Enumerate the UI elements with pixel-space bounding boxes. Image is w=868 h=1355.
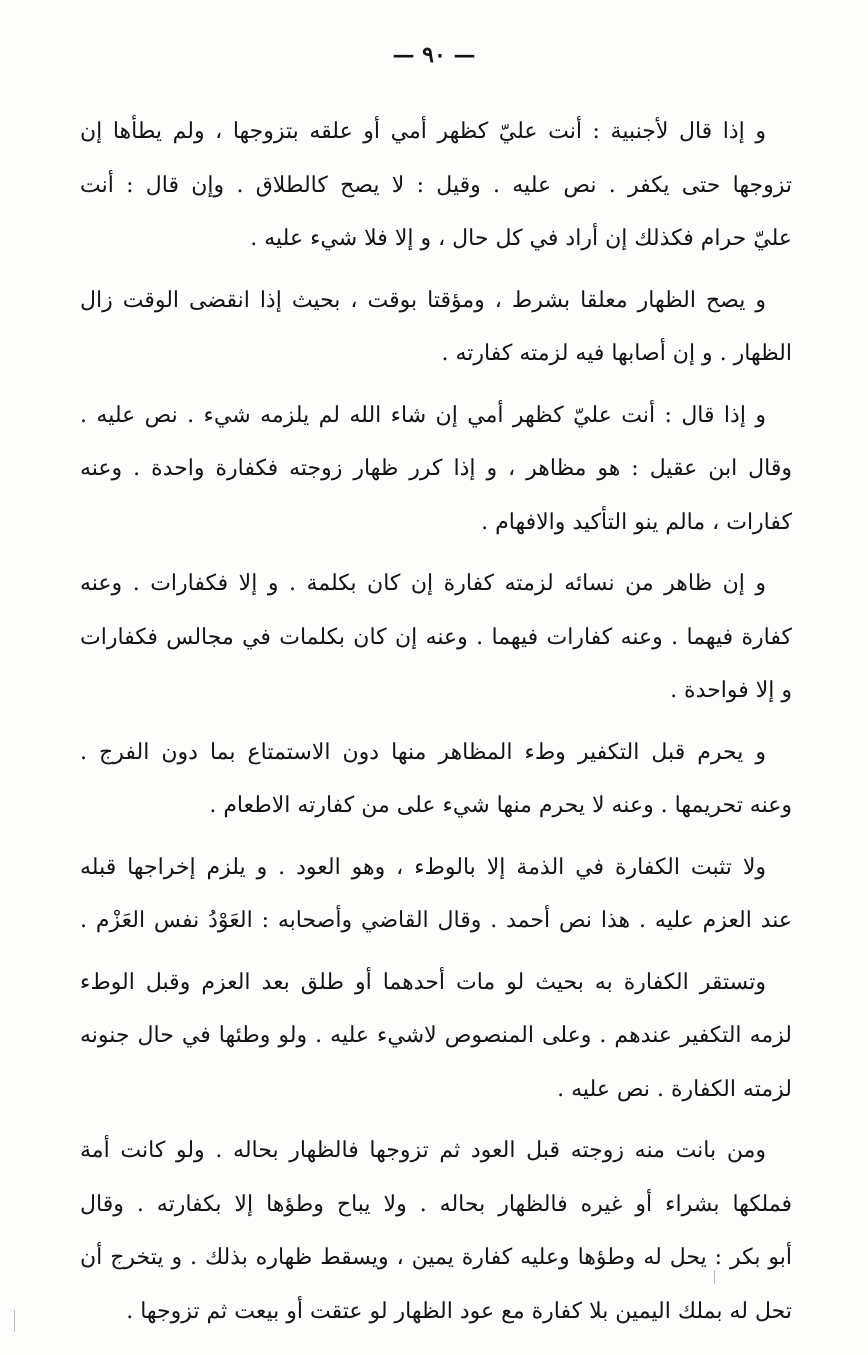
paragraph-1 (80, 105, 792, 266)
paragraph-4 (80, 557, 792, 718)
text-line: أبو بكر : يحل له وطؤها وعليه كفارة يمين ، ويسقط ظهاره بذلك . و يتخرج أن (80, 1245, 792, 1270)
body-text (80, 105, 792, 1346)
paragraph-8 (80, 1124, 792, 1338)
text-line: و إذا قال لأجنبية : أنت عليّ كظهر أمي أو علقه بتزوجها ، ولم يطأها إن (80, 119, 766, 144)
text-line: و إذا قال : أنت عليّ كظهر أمي إن شاء الله لم يلزمه شيء . نص عليه . (80, 402, 766, 428)
text-line: كفارات ، مالم ينو التأكيد والافهام . (481, 509, 792, 535)
text-line: و إن ظاهر من نسائه لزمته كفارة إن كان بكلمة . و إلا فكفارات . وعنه (80, 571, 766, 596)
text-line: و يصح الظهار معلقا بشرط ، ومؤقتا بوقت ، بحيث إذا انقضى الوقت زال (80, 287, 766, 313)
scan-artifact-mark (714, 1270, 715, 1284)
text-line: ومن بانت منه زوجته قبل العود ثم تزوجها فالظهار بحاله . ولو كانت أمة (80, 1138, 766, 1163)
text-line: وتستقر الكفارة به بحيث لو مات أحدهما أو طلق بعد العزم وقبل الوطء (80, 969, 766, 995)
scan-artifact-mark (14, 1310, 15, 1332)
paragraph-3 (80, 389, 792, 550)
text-line: لزمته الكفارة . نص عليه . (557, 1076, 792, 1102)
text-line: تزوجها حتى يكفر . نص عليه . وقيل : لا يصح كالطلاق . وإن قال : أنت (80, 172, 792, 198)
text-line: و يحرم قبل التكفير وطء المظاهر منها دون الاستمتاع بما دون الفرج . (80, 739, 766, 765)
text-line: و إلا فواحدة . (670, 678, 792, 703)
text-line: وعنه تحريمها . وعنه لا يحرم منها شيء على من كفارته الاطعام . (209, 793, 792, 818)
paragraph-2 (80, 274, 792, 381)
paragraph-5 (80, 726, 792, 833)
page-number: — ٩٠ — (392, 42, 476, 68)
text-line: الظهار . و إن أصابها فيه لزمته كفارته . (441, 341, 792, 366)
text-line: كفارة فيهما . وعنه كفارات فيهما . وعنه إن كان بكلمات في مجالس فكفارات (80, 624, 792, 650)
text-line: ولا تثبت الكفارة في الذمة إلا بالوطء ، وهو العود . و يلزم إخراجها قبله (80, 854, 766, 880)
text-line: عليّ حرام فكذلك إن أراد في كل حال ، و إلا فلا شيء عليه . (250, 226, 792, 251)
text-line: وقال ابن عقيل : هو مظاهر ، و إذا كرر ظهار زوجته فكفارة واحدة . وعنه (80, 456, 792, 481)
text-line: لزمه التكفير عندهم . وعلى المنصوص لاشيء عليه . ولو وطئها في حال جنونه (80, 1023, 792, 1048)
text-line: عند العزم عليه . هذا نص أحمد . وقال القاضي وأصحابه : العَوْدُ نفس العَزْم . (80, 908, 792, 933)
text-line: تحل له بملك اليمين بلا كفارة مع عود الظهار لو عتقت أو بيعت ثم تزوجها . (126, 1298, 792, 1324)
paragraph-6 (80, 841, 792, 948)
text-line: فملكها بشراء أو غيره فالظهار بحاله . ولا يباح وطؤها إلا بكفارته . وقال (80, 1191, 792, 1217)
paragraph-7 (80, 956, 792, 1117)
